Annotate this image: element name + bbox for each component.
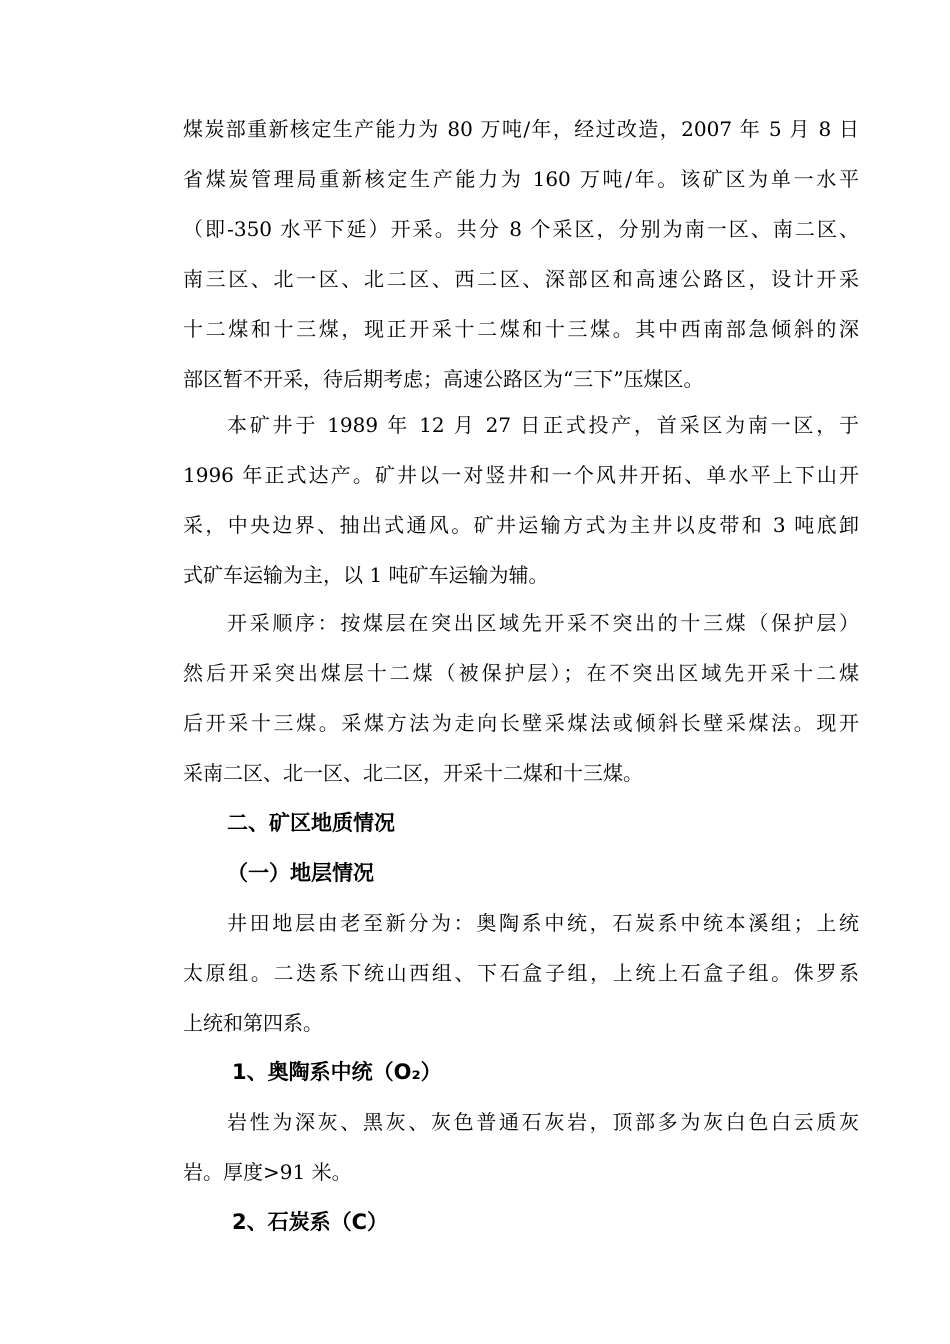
text-line: 1996 年正式达产。矿井以一对竖井和一个风井开拓、单水平上下山开 — [183, 463, 859, 487]
item-heading-carboniferous: 2、石炭系（C） — [232, 1210, 389, 1234]
text-line: 然后开采突出煤层十二煤（被保护层）；在不突出区域先开采十二煤 — [183, 661, 859, 685]
text-line: 南三区、北一区、北二区、西二区、深部区和高速公路区，设计开采 — [183, 267, 859, 291]
text-line: 太原组。二迭系下统山西组、下石盒子组，上统上石盒子组。侏罗系 — [183, 961, 859, 985]
paragraph-mining-sequence — [183, 598, 859, 798]
text-line: 十二煤和十三煤，现正开采十二煤和十三煤。其中西南部急倾斜的深 — [183, 317, 859, 341]
text-line: 开采顺序：按煤层在突出区域先开采不突出的十三煤（保护层） — [227, 611, 859, 635]
text-line: 上统和第四系。 — [183, 1011, 323, 1035]
paragraph-production-capacity — [183, 104, 859, 404]
item-heading-ordovician: 1、奥陶系中统（O₂） — [232, 1060, 442, 1084]
text-line: 后开采十三煤。采煤方法为走向长壁采煤法或倾斜长壁采煤法。现开 — [183, 711, 859, 735]
text-line: （即-350 水平下延）开采。共分 8 个采区，分别为南一区、南二区、 — [183, 217, 859, 241]
paragraph-strata-overview — [183, 898, 859, 1048]
text-line: 煤炭部重新核定生产能力为 80 万吨/年，经过改造，2007 年 5 月 8 日 — [183, 117, 859, 141]
text-line: 井田地层由老至新分为：奥陶系中统，石炭系中统本溪组；上统 — [227, 911, 859, 935]
text-line: 省煤炭管理局重新核定生产能力为 160 万吨/年。该矿区为单一水平 — [183, 167, 859, 191]
text-line: 部区暂不开采，待后期考虑；高速公路区为“三下”压煤区。 — [183, 367, 704, 391]
text-line: 采，中央边界、抽出式通风。矿井运输方式为主井以皮带和 3 吨底卸 — [183, 513, 859, 537]
text-line: 本矿井于 1989 年 12 月 27 日正式投产，首采区为南一区，于 — [227, 413, 859, 437]
paragraph-lithology — [183, 1097, 859, 1197]
section-heading: 二、矿区地质情况 — [227, 811, 395, 835]
text-line: 式矿车运输为主，以 1 吨矿车运输为辅。 — [183, 563, 549, 587]
text-line: 岩。厚度>91 米。 — [183, 1160, 352, 1184]
paragraph-mine-operation — [183, 400, 859, 600]
text-line: 岩性为深灰、黑灰、灰色普通石灰岩，顶部多为灰白色白云质灰 — [227, 1110, 859, 1134]
subsection-heading: （一）地层情况 — [227, 861, 374, 885]
text-line: 采南二区、北一区、北二区，开采十二煤和十三煤。 — [183, 761, 643, 785]
